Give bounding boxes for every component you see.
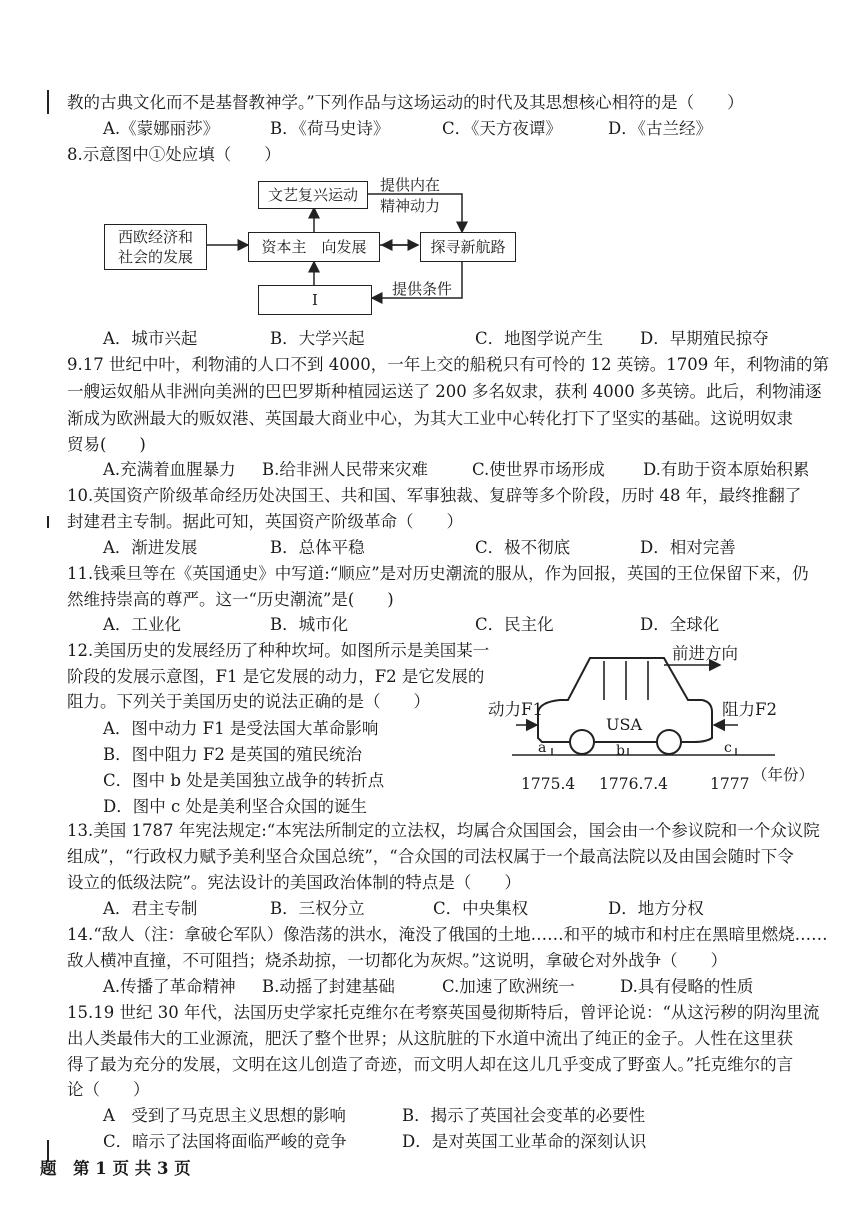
q13-option-a[interactable]: A．君主专制 [103, 899, 198, 918]
q15-line-1: 15.19 世纪 30 年代，法国历史学家托克维尔在考察英国曼彻斯特后，曾评论说：“从这污秽的阴沟里流 [67, 1003, 820, 1022]
q12-axis-unit: （年份） [752, 766, 815, 784]
q15-line-2: 出人类最伟大的工业源流，肥沃了整个世界；从这肮脏的下水道中流出了纯正的金子。人性在这里获 [67, 1029, 793, 1048]
q12-line-2: 阶段的发展示意图，F1 是它发展的动力，F2 是它发展的 [67, 667, 485, 686]
q8-box-blank: Ⅰ [258, 285, 372, 315]
q9-line-3: 渐成为欧洲最大的贩奴港、英国最大商业中心，为其大工业中心转化打下了坚实的基础。这说明奴隶 [67, 409, 793, 428]
q12-f2-label: 阻力F2 [722, 700, 777, 719]
q12-option-b[interactable]: B．图中阻力 F2 是英国的殖民统治 [103, 745, 363, 764]
q8-option-b[interactable]: B．大学兴起 [270, 329, 365, 348]
q8-option-d[interactable]: D．早期殖民掠夺 [640, 329, 769, 348]
q11-line-2: 然维持崇高的尊严。这一“历史潮流”是( ) [67, 590, 394, 609]
q8-label-motive-2: 精神动力 [380, 197, 441, 215]
q9-line-2: 一艘运奴船从非洲向美洲的巴巴罗斯种植园运送了 200 多名奴隶，获利 4000 多英镑。此后，利物浦逐 [67, 382, 822, 401]
q9-option-b[interactable]: B.给非洲人民带来灾难 [262, 460, 428, 479]
q14-line-2: 敌人横冲直撞，不可阻挡；烧杀劫掠，一切都化为灰烬。”这说明，拿破仑对外战争（ ） [67, 951, 728, 970]
car-wheel-front [570, 730, 594, 754]
q8-label-condition: 提供条件 [392, 280, 453, 298]
q14-line-1: 14.“敌人（注：拿破仑军队）像浩荡的洪水，淹没了俄国的土地……和平的城市和村庄在黑暗里燃烧…… [67, 925, 828, 944]
q11-option-c[interactable]: C．民主化 [475, 615, 554, 634]
q12-option-d[interactable]: D．图中 c 处是美利坚合众国的诞生 [103, 797, 367, 816]
q8-box-renaissance: 文艺复兴运动 [258, 181, 368, 209]
q9-line-1: 9.17 世纪中叶，利物浦的人口不到 4000，一年上交的船税只有可怜的 12 英镑。1709 年，利物浦的第 [67, 355, 829, 374]
q10-option-d[interactable]: D．相对完善 [640, 538, 736, 557]
q8-europe-line1: 西欧经济和 [117, 228, 193, 246]
q12-f1-label: 动力F1 [488, 700, 543, 719]
q8-option-c[interactable]: C．地图学说产生 [475, 329, 604, 348]
q13-line-1: 13.美国 1787 年宪法规定:“本宪法所制定的立法权，均属合众国国会，国会由一个参议院和一个众议院 [67, 821, 820, 840]
q12-year-3: 1777 [710, 775, 750, 793]
q14-option-b[interactable]: B.动摇了封建基础 [262, 977, 395, 996]
q15-option-c[interactable]: C．暗示了法国将面临严峻的竞争 [103, 1132, 347, 1151]
q12-forward-label: 前进方向 [672, 644, 738, 663]
car-wheel-rear [657, 730, 681, 754]
q8-box-new-routes: 探寻新航路 [420, 232, 516, 262]
q13-option-c[interactable]: C．中央集权 [433, 899, 529, 918]
q15-line-4: 论（ ） [67, 1080, 150, 1099]
q7-option-d[interactable]: D．《古兰经》 [608, 119, 712, 138]
q15-option-d[interactable]: D．是对英国工业革命的深刻认识 [402, 1132, 647, 1151]
q7-stem: 教的古典文化而不是基督教神学。”下列作品与这场运动的时代及其思想核心相符的是（ ） [67, 93, 744, 112]
q12-car-label: USA [606, 715, 642, 734]
q13-line-2: 组成”，“行政权力赋予美利坚合众国总统”，“合众国的司法权属于一个最高法院以及由国会随时下令 [67, 847, 794, 866]
q8-label-motive-1: 提供内在 [380, 176, 441, 194]
page-footer: 题 第 1 页 共 3 页 [40, 1159, 191, 1178]
q7-option-b[interactable]: B．《荷马史诗》 [270, 119, 390, 138]
q12-year-1: 1775.4 [521, 775, 576, 793]
q14-option-a[interactable]: A.传播了革命精神 [103, 977, 236, 996]
q12-point-b: b [616, 743, 625, 759]
q13-option-b[interactable]: B．三权分立 [270, 899, 365, 918]
q12-point-c: c [724, 740, 732, 756]
q9-option-d[interactable]: D.有助于资本原始积累 [643, 460, 810, 479]
q8-europe-line2: 社会的发展 [117, 248, 193, 266]
q12-option-a[interactable]: A．图中动力 F1 是受法国大革命影响 [103, 719, 379, 738]
q12-line-3: 阻力。下列关于美国历史的说法正确的是（ ） [67, 692, 430, 711]
q12-year-2: 1776.7.4 [599, 775, 669, 793]
q15-option-a[interactable]: A 受到了马克思主义思想的影响 [103, 1106, 346, 1125]
q13-line-3: 设立的低级法院”。宪法设计的美国政治体制的特点是（ ） [67, 873, 521, 892]
q11-option-a[interactable]: A．工业化 [103, 615, 181, 634]
q10-line-1: 10.英国资产阶级革命经历处决国王、共和国、军事独裁、复辟等多个阶段，历时 48 年，最终推翻了 [67, 486, 802, 505]
q14-option-c[interactable]: C.加速了欧洲统一 [442, 977, 575, 996]
q8-stem: 8.示意图中①处应填（ ） [67, 145, 281, 164]
q10-line-2: 封建君主专制。据此可知，英国资产阶级革命（ ） [67, 512, 463, 531]
q15-line-3: 得了最为充分的发展，文明在这儿创造了奇迹，而文明人却在这儿几乎变成了野蛮人。”托克维尔的言 [67, 1055, 794, 1074]
q7-option-c[interactable]: C．《天方夜谭》 [442, 119, 562, 138]
q10-option-a[interactable]: A．渐进发展 [103, 538, 198, 557]
q10-option-b[interactable]: B．总体平稳 [270, 538, 365, 557]
q11-line-1: 11.钱乘旦等在《英国通史》中写道:“顺应”是对历史潮流的服从，作为回报，英国的王位保留下来，仍 [67, 564, 809, 583]
q8-box-capitalism: 资本主 向发展 [248, 232, 380, 262]
q9-option-a[interactable]: A.充满着血腥暴力 [103, 460, 236, 479]
q15-option-b[interactable]: B．揭示了英国社会变革的必要性 [402, 1106, 646, 1125]
q12-option-c[interactable]: C．图中 b 处是美国独立战争的转折点 [103, 771, 385, 790]
q12-line-1: 12.美国历史的发展经历了种种坎坷。如图所示是美国某一 [67, 641, 490, 660]
q9-line-4: 贸易( ) [67, 435, 146, 454]
q9-option-c[interactable]: C.使世界市场形成 [472, 460, 605, 479]
q12-point-a: a [538, 740, 547, 756]
q11-option-b[interactable]: B．城市化 [270, 615, 349, 634]
q11-option-d[interactable]: D．全球化 [640, 615, 720, 634]
q13-option-d[interactable]: D．地方分权 [608, 899, 704, 918]
q7-option-a[interactable]: A.《蒙娜丽莎》 [103, 119, 220, 138]
q10-option-c[interactable]: C．极不彻底 [475, 538, 571, 557]
q14-option-d[interactable]: D.具有侵略的性质 [620, 977, 754, 996]
q8-option-a[interactable]: A．城市兴起 [103, 329, 198, 348]
